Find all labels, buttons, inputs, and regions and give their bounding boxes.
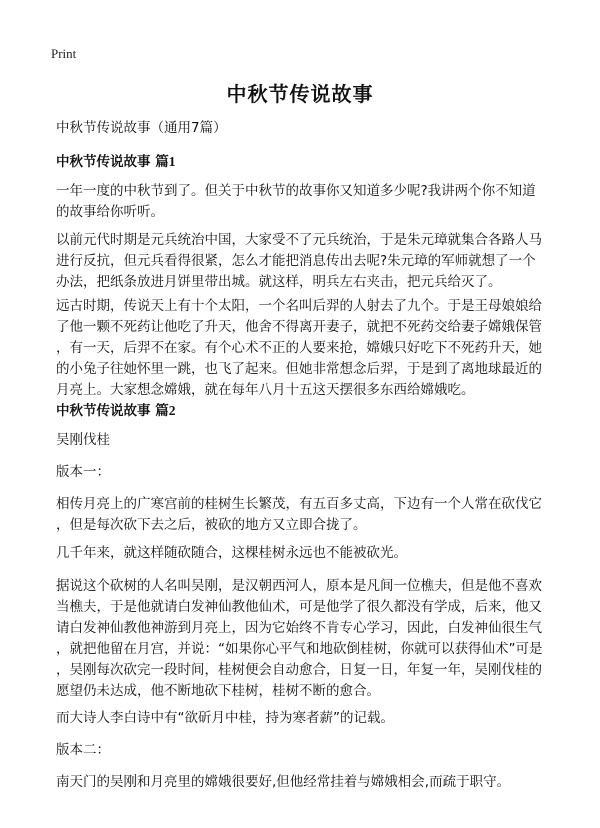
document-subtitle: 中秋节传说故事（通用7篇）	[56, 120, 227, 136]
paragraph-line: ，但是每次砍下去之后，被砍的地方又立即合拢了。	[56, 517, 367, 533]
paragraph	[56, 576, 546, 702]
section-heading-text: 中秋节传说故事 篇	[56, 154, 169, 170]
paragraph	[56, 494, 546, 536]
paragraph	[56, 296, 546, 401]
paragraph-line: 愿望仍未达成，他不断地砍下桂树，桂树不断的愈合。	[56, 683, 380, 699]
paragraph: 南天门的吴刚和月亮里的嫦娥很要好,但他经常挂着与嫦娥相会,而疏于职守。	[56, 774, 511, 790]
document-title: 中秋节传说故事	[226, 82, 374, 106]
section-heading-number: 1	[168, 154, 176, 169]
section-heading	[56, 151, 546, 173]
paragraph-line: 以前元代时期是元兵统治中国，大家受不了元兵统治，于是朱元璋就集合各路人马	[56, 232, 542, 248]
paragraph: 版本二：	[56, 742, 110, 758]
paragraph: 而大诗人李白诗中有“欲斫月中桂，持为寒者薪”的记载。	[56, 710, 394, 726]
paragraph	[56, 230, 546, 293]
paragraph	[56, 181, 546, 223]
paragraph-line: 的故事给你听听。	[56, 204, 164, 220]
paragraph-line: 请白发神仙教他神游到月亮上，因为它始终不肯专心学习，因此，白发神仙很生气	[56, 620, 542, 636]
paragraph: 版本一：	[56, 464, 110, 480]
paragraph-line: 进行反抗，但元兵看得很紧，怎么才能把消息传出去呢?朱元璋的军师就想了一个	[56, 253, 536, 269]
paragraph-line: 当樵夫，于是他就请白发神仙教他仙术，可是他学了很久都没有学成，后来，他又	[56, 599, 542, 615]
paragraph-line: 了他一颗不死药让他吃了升天，他舍不得离开妻子，就把不死药交给妻子嫦娥保管	[56, 319, 542, 335]
paragraph-line: ，有一天，后羿不在家。有个心术不正的人要来抢，嫦娥只好吃下不死药升天，她	[56, 340, 542, 356]
paragraph-line: ，就把他留在月宫，并说：“如果你心平气和地砍倒桂树，你就可以获得仙术”可是	[56, 641, 543, 657]
paragraph-line: 远古时期，传说天上有十个太阳，一个名叫后羿的人射去了九个。于是王母娘娘给	[56, 298, 542, 314]
paragraph-line: 据说这个砍树的人名叫吴刚，是汉朝西河人，原本是凡间一位樵夫，但是他不喜欢	[56, 578, 542, 594]
paragraph-line: 月亮上。大家想念嫦娥，就在每年八月十五这天摆很多东西给嫦娥吃。	[56, 382, 475, 398]
paragraph-line: 的小兔子往她怀里一跳，也飞了起来。但她非常想念后羿，于是到了离地球最近的	[56, 361, 542, 377]
section-heading-number: 2	[168, 403, 176, 418]
paragraph-line: 相传月亮上的广寒宫前的桂树生长繁茂，有五百多丈高，下边有一个人常在砍伐它	[56, 496, 542, 512]
paragraph: 几千年来，就这样随砍随合，这棵桂树永远也不能被砍光。	[56, 545, 407, 561]
print-link[interactable]: Print	[51, 46, 77, 61]
section-heading-text: 中秋节传说故事 篇	[56, 403, 169, 419]
paragraph: 吴刚伐桂	[56, 432, 110, 448]
paragraph-line: ，吴刚每次砍完一段时间，桂树便会自动愈合，日复一日，年复一年，吴刚伐桂的	[56, 662, 542, 678]
section-heading	[56, 400, 546, 422]
paragraph-line: 办法，把纸条放进月饼里带出城。就这样，明兵左右夹击，把元兵给灭了。	[56, 274, 502, 290]
paragraph-line: 一年一度的中秋节到了。但关于中秋节的故事你又知道多少呢?我讲两个你不知道	[56, 183, 536, 199]
